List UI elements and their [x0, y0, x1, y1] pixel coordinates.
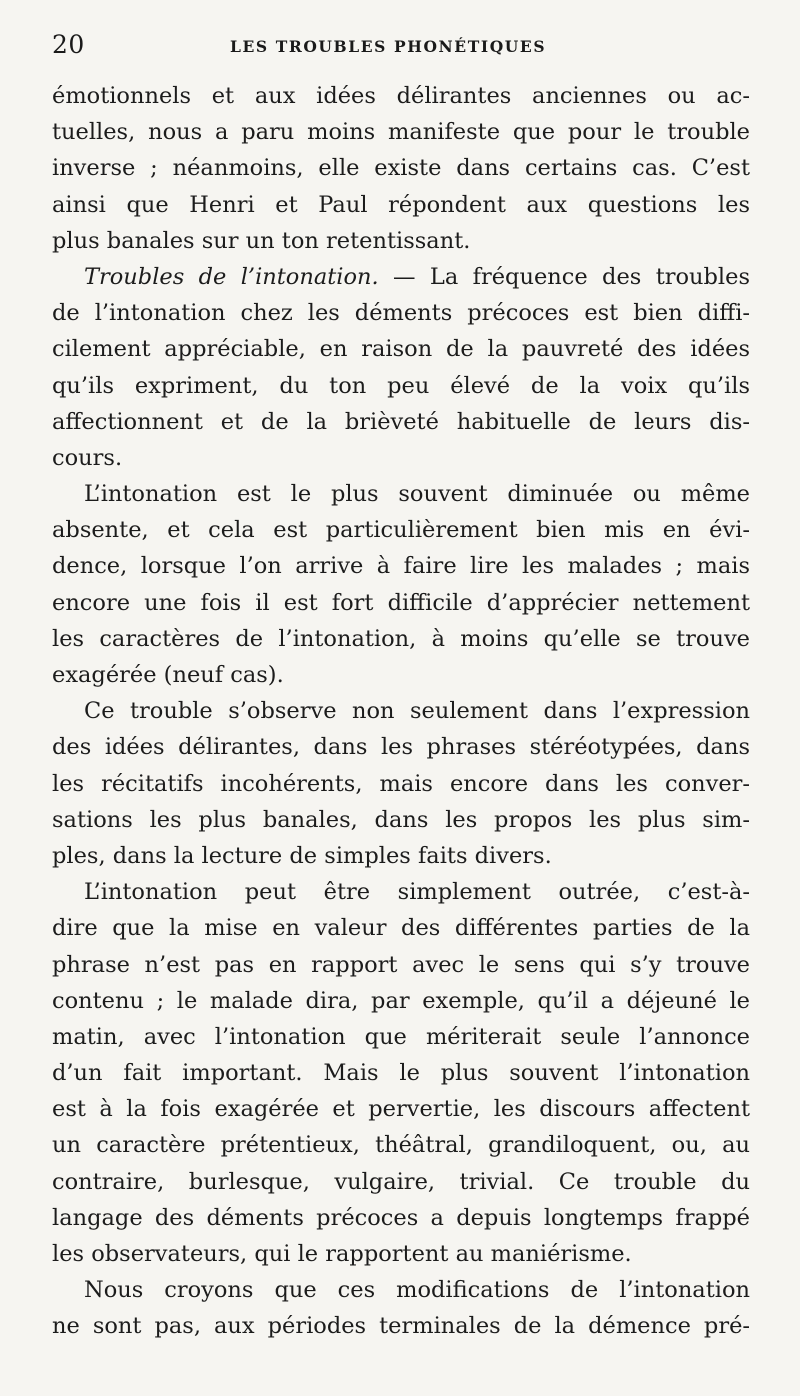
line-text: Ce trouble s’observe non seulement dans l’expression	[84, 698, 750, 725]
line-text: matin, avec l’intonation que mériterait seule l’annonce	[52, 1023, 750, 1050]
body-text	[52, 78, 750, 1345]
line-text: dence, lorsque l’on arrive à faire lire les malades ; mais	[52, 553, 750, 580]
page-number: 20	[52, 30, 85, 59]
text-line	[52, 223, 750, 259]
line-text: L’intonation est le plus souvent diminuée ou même	[84, 481, 750, 508]
text-line	[52, 585, 750, 621]
line-text: d’un fait important. Mais le plus souvent l’intonation	[52, 1060, 750, 1087]
text-line	[52, 1055, 750, 1091]
line-text: cilement appréciable, en raison de la pauvreté des idées	[52, 336, 750, 363]
line-text: exagérée (neuf cas).	[52, 662, 284, 688]
text-line	[52, 512, 750, 548]
line-text: encore une fois il est fort difficile d’apprécier nettement	[52, 589, 750, 616]
text-line	[52, 838, 750, 874]
text-line	[52, 331, 750, 367]
page-header	[52, 30, 752, 64]
text-line	[52, 114, 750, 150]
line-text: ples, dans la lecture de simples faits divers.	[52, 842, 552, 869]
text-line	[52, 657, 750, 693]
text-line	[52, 259, 750, 295]
text-line	[52, 621, 750, 657]
text-line	[52, 1091, 750, 1127]
line-text: dire que la mise en valeur des différentes parties de la	[52, 915, 750, 942]
line-text: tuelles, nous a paru moins manifeste que pour le trouble	[52, 119, 750, 146]
line-text: contraire, burlesque, vulgaire, trivial. Ce trouble du	[52, 1168, 750, 1195]
text-line	[52, 1019, 750, 1055]
section-heading: Troubles de l’intonation.	[84, 263, 379, 290]
line-text: un caractère prétentieux, théâtral, grandiloquent, ou, au	[52, 1132, 750, 1159]
line-text: langage des déments précoces a depuis longtemps frappé	[52, 1204, 750, 1231]
text-line	[52, 1164, 750, 1200]
line-text: de l’intonation chez les déments précoces est bien diffi-	[52, 300, 750, 327]
line-text: des idées délirantes, dans les phrases stéréotypées, dans	[52, 734, 750, 761]
text-line	[52, 802, 750, 838]
line-text: Nous croyons que ces modifications de l’intonation	[84, 1277, 750, 1304]
text-line	[52, 766, 750, 802]
line-text: plus banales sur un ton retentissant.	[52, 227, 471, 254]
text-line	[52, 1127, 750, 1163]
text-line	[52, 874, 750, 910]
line-text: L’intonation peut être simplement outrée, c’est-à-	[84, 879, 750, 906]
line-text: affectionnent et de la brièveté habituelle de leurs dis-	[52, 408, 750, 435]
line-text: inverse ; néanmoins, elle existe dans certains cas. C’est	[52, 155, 750, 182]
line-text: les observateurs, qui le rapportent au maniérisme.	[52, 1241, 632, 1267]
text-line	[52, 1200, 750, 1236]
line-text: ne sont pas, aux périodes terminales de la démence pré-	[52, 1313, 750, 1340]
text-line	[52, 368, 750, 404]
line-text: cours.	[52, 444, 123, 471]
text-line	[52, 910, 750, 946]
text-line	[52, 729, 750, 765]
line-text: qu’ils expriment, du ton peu élevé de la voix qu’ils	[52, 372, 750, 399]
text-line	[52, 1272, 750, 1308]
text-line	[52, 404, 750, 440]
text-line	[52, 295, 750, 331]
line-text: sations les plus banales, dans les propos les plus sim-	[52, 806, 750, 833]
line-text: les récitatifs incohérents, mais encore dans les conver-	[52, 770, 750, 797]
text-line	[52, 947, 750, 983]
line-text: phrase n’est pas en rapport avec le sens qui s’y trouve	[52, 951, 750, 978]
text-line	[52, 150, 750, 186]
text-line	[52, 693, 750, 729]
text-line	[52, 983, 750, 1019]
line-text: contenu ; le malade dira, par exemple, qu’il a déjeuné le	[52, 987, 750, 1014]
text-line	[52, 78, 750, 114]
text-line	[52, 187, 750, 223]
line-text: les caractères de l’intonation, à moins qu’elle se trouve	[52, 625, 750, 652]
text-line	[52, 1236, 750, 1272]
text-line	[52, 548, 750, 584]
running-head: LES TROUBLES PHONÉTIQUES	[230, 37, 547, 56]
text-line	[52, 1308, 750, 1344]
line-text: ainsi que Henri et Paul répondent aux questions les	[52, 191, 750, 218]
text-line	[52, 476, 750, 512]
line-text: émotionnels et aux idées délirantes anciennes ou ac-	[52, 83, 750, 109]
line-text: absente, et cela est particulièrement bien mis en évi-	[52, 517, 750, 544]
text-line	[52, 440, 750, 476]
line-text: est à la fois exagérée et pervertie, les discours affectent	[52, 1096, 750, 1123]
line-text: — La fréquence des troubles	[378, 263, 750, 290]
